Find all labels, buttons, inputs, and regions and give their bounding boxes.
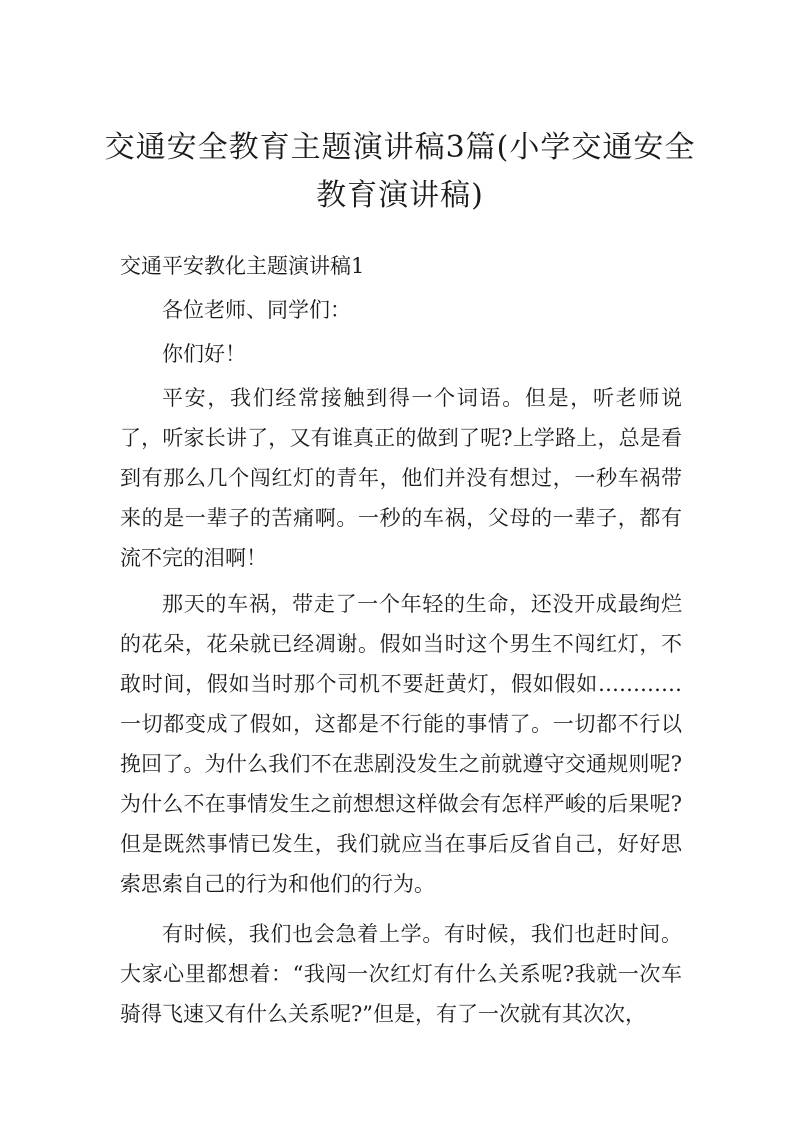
document-title: 交通安全教育主题演讲稿3篇(小学交通安全教育演讲稿)	[104, 130, 696, 213]
paragraph-hello: 你们好！	[162, 342, 246, 366]
paragraph-accident: 那天的车祸，带走了一个年轻的生命，还没开成最绚烂的花朵，花朵就已经凋谢。假如当时这个男生不闯红灯，不敢时间，假如当时那个司机不要赶黄灯，假如假如…………一切都变成了假如，这都是不行能的事情了。一切都不行以挽回了。为什么我们不在悲剧没发生之前就遵守交通规则呢?为什么不在事情发生之前想想这样做会有怎样严峻的后果呢?但是既然事情已发生，我们就应当在事后反省自己，好好思索思索自己的行为和他们的行为。	[120, 592, 682, 896]
paragraph-safety: 平安，我们经常接触到得一个词语。但是，听老师说了，听家长讲了，又有谁真正的做到了呢?上学路上，总是看到有那么几个闯红灯的青年，他们并没有想过，一秒车祸带来的是一辈子的苦痛啊。一秒的车祸，父母的一辈子，都有流不完的泪啊！	[120, 386, 682, 570]
paragraph-hurry: 有时候，我们也会急着上学。有时候，我们也赶时间。大家心里都想着：“我闯一次红灯有什么关系呢?我就一次车骑得飞速又有什么关系呢?”但是，有了一次就有其次次，	[120, 922, 682, 1026]
document-body	[120, 246, 682, 1034]
paragraph-greeting: 各位老师、同学们：	[162, 298, 351, 322]
section-heading: 交通平安教化主题演讲稿1	[120, 254, 365, 278]
